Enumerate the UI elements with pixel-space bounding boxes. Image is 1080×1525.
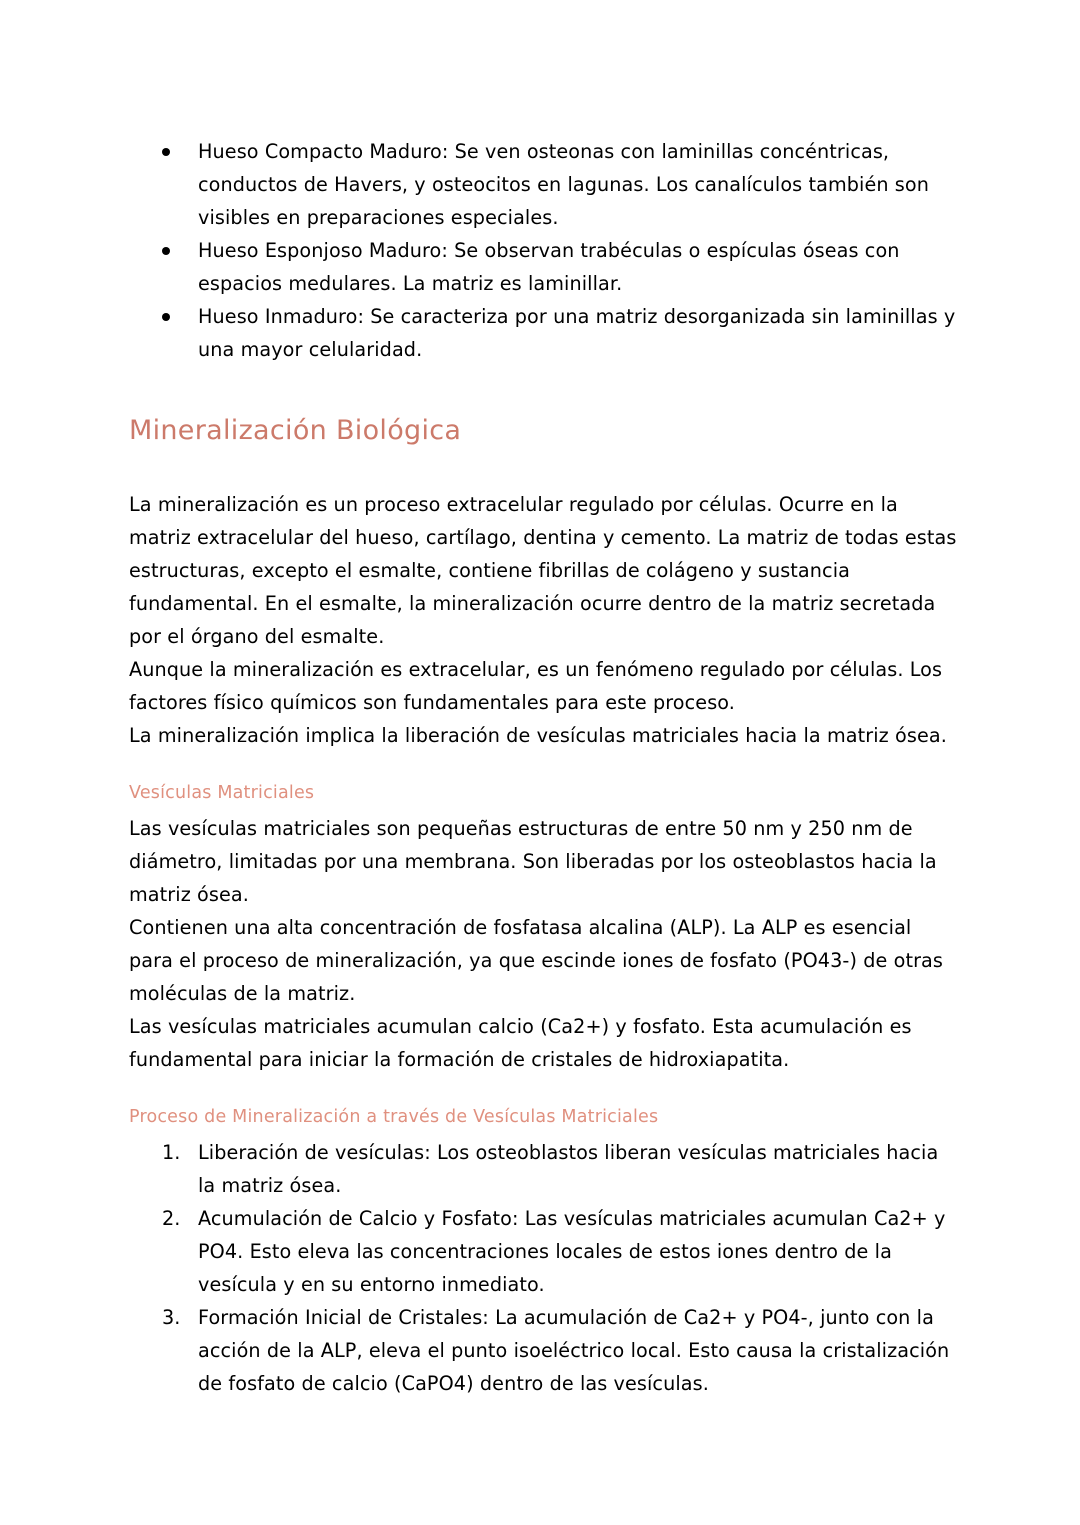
list-number: 3. bbox=[162, 1306, 181, 1329]
vesicles-paragraph-3: Las vesículas matriciales acumulan calcio (Ca2+) y fosfato. Esta acumulación es fundamental para iniciar la formación de cristales de hidroxiapatita. bbox=[129, 1015, 912, 1071]
bone-types-list bbox=[129, 135, 958, 366]
bullet-icon bbox=[162, 247, 170, 255]
section-heading-proceso-mineralizacion: Proceso de Mineralización a través de Vesículas Matriciales bbox=[129, 1107, 659, 1127]
bullet-icon bbox=[162, 148, 170, 156]
list-item bbox=[129, 300, 958, 366]
list-item bbox=[129, 1301, 958, 1400]
spacer bbox=[129, 752, 958, 780]
vesicles-paragraph-1: Las vesículas matriciales son pequeñas estructuras de entre 50 nm y 250 nm de diámetro, limitadas por una membrana. Son liberadas por los osteoblastos hacia la matriz ósea. bbox=[129, 817, 937, 906]
spacer bbox=[129, 1076, 958, 1104]
list-item bbox=[129, 1202, 958, 1301]
list-item-text: Acumulación de Calcio y Fosfato: Las vesículas matriciales acumulan Ca2+ y PO4. Esto eleva las concentraciones locales de estos iones dentro de la vesícula y en su entorno inmediato. bbox=[198, 1207, 946, 1296]
spacer bbox=[129, 448, 958, 488]
list-item-text: Hueso Compacto Maduro: Se ven osteonas con laminillas concéntricas, conductos de Havers, y osteocitos en lagunas. Los canalículos también son visibles en preparaciones especiales. bbox=[198, 140, 930, 229]
page-title: Mineralización Biológica bbox=[129, 415, 462, 446]
list-item-text: Hueso Inmaduro: Se caracteriza por una matriz desorganizada sin laminillas y una mayor celularidad. bbox=[198, 305, 956, 361]
list-item bbox=[129, 1136, 958, 1202]
list-number: 1. bbox=[162, 1141, 181, 1164]
list-item-text: Liberación de vesículas: Los osteoblastos liberan vesículas matriciales hacia la matriz ósea. bbox=[198, 1141, 939, 1197]
mineralization-steps-list bbox=[129, 1136, 958, 1400]
vesicles-paragraph-2: Contienen una alta concentración de fosfatasa alcalina (ALP). La ALP es esencial para el proceso de mineralización, ya que escinde iones de fosfato (PO43-) de otras moléculas de la matriz. bbox=[129, 916, 944, 1005]
list-item bbox=[129, 135, 958, 234]
list-number: 2. bbox=[162, 1207, 181, 1230]
section-heading-vesiculas-matriciales: Vesículas Matriciales bbox=[129, 783, 315, 803]
bullet-icon bbox=[162, 313, 170, 321]
intro-paragraph-2: Aunque la mineralización es extracelular, es un fenómeno regulado por células. Los factores físico químicos son fundamentales para este proceso. bbox=[129, 658, 943, 714]
list-item bbox=[129, 234, 958, 300]
intro-paragraph-1: La mineralización es un proceso extracelular regulado por células. Ocurre en la matriz extracelular del hueso, cartílago, dentina y cemento. La matriz de todas estas estructuras, excepto el esmalte, contiene fibrillas de colágeno y sustancia fundamental. En el esmalte, la mineralización ocurre dentro de la matriz secretada por el órgano del esmalte. bbox=[129, 493, 957, 648]
list-item-text: Formación Inicial de Cristales: La acumulación de Ca2+ y PO4-, junto con la acción de la ALP, eleva el punto isoeléctrico local. Esto causa la cristalización de fosfato de calcio (CaPO4) dentro de las vesículas. bbox=[198, 1306, 950, 1395]
intro-paragraph-3: La mineralización implica la liberación de vesículas matriciales hacia la matriz ósea. bbox=[129, 724, 947, 747]
list-item-text: Hueso Esponjoso Maduro: Se observan trabéculas o espículas óseas con espacios medulares. La matriz es laminillar. bbox=[198, 239, 900, 295]
